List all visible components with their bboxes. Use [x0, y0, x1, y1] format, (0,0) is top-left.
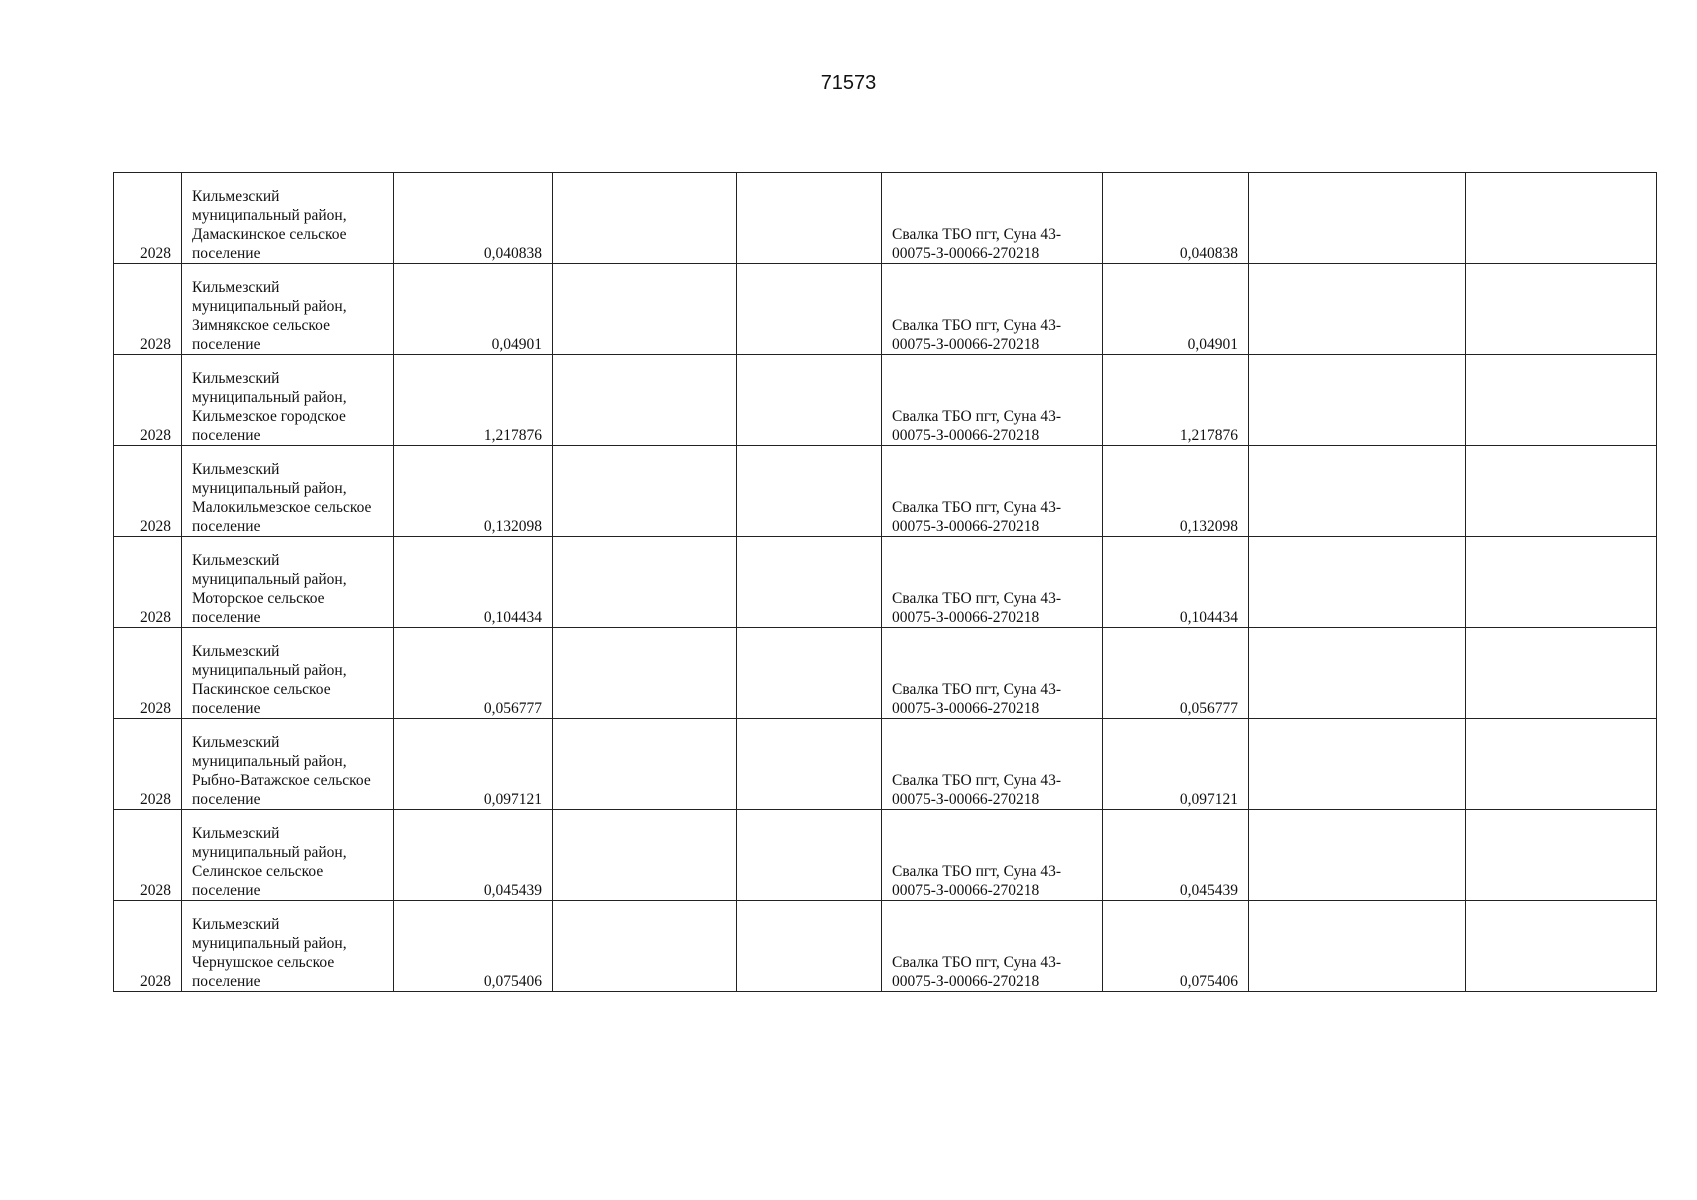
empty-cell — [553, 628, 737, 719]
year-cell: 2028 — [114, 264, 182, 355]
year-cell: 2028 — [114, 901, 182, 992]
object-cell — [882, 264, 1103, 355]
empty-cell — [1249, 719, 1466, 810]
territory-cell — [182, 901, 394, 992]
mass-cell: 0,045439 — [1103, 810, 1249, 901]
empty-cell — [1249, 173, 1466, 264]
data-table — [113, 172, 1657, 992]
empty-cell — [737, 173, 882, 264]
object-text: Свалка ТБО пгт, Суна 43- 00075-З-00066-270218 — [892, 681, 1062, 717]
table-row — [114, 628, 1657, 719]
object-text: Свалка ТБО пгт, Суна 43- 00075-З-00066-270218 — [892, 954, 1062, 990]
year-cell: 2028 — [114, 810, 182, 901]
year-cell: 2028 — [114, 446, 182, 537]
territory-text: Кильмезский муниципальный район, Дамаскинское сельское поселение — [192, 188, 347, 262]
mass-cell: 0,056777 — [1103, 628, 1249, 719]
object-cell — [882, 537, 1103, 628]
empty-cell — [1249, 446, 1466, 537]
table-row — [114, 719, 1657, 810]
territory-cell — [182, 173, 394, 264]
empty-cell — [1249, 264, 1466, 355]
object-cell — [882, 719, 1103, 810]
territory-cell — [182, 264, 394, 355]
territory-text: Кильмезский муниципальный район, Малокильмезское сельское поселение — [192, 461, 372, 535]
empty-cell — [1466, 537, 1657, 628]
empty-cell — [1466, 264, 1657, 355]
empty-cell — [1249, 628, 1466, 719]
territory-cell — [182, 446, 394, 537]
empty-cell — [1249, 537, 1466, 628]
empty-cell — [553, 719, 737, 810]
mass-cell: 0,040838 — [1103, 173, 1249, 264]
mass-cell: 0,04901 — [1103, 264, 1249, 355]
year-cell: 2028 — [114, 628, 182, 719]
table-row — [114, 355, 1657, 446]
territory-text: Кильмезский муниципальный район, Рыбно-Ватажское сельское поселение — [192, 734, 371, 808]
empty-cell — [1466, 719, 1657, 810]
territory-cell — [182, 628, 394, 719]
empty-cell — [1249, 355, 1466, 446]
table-row — [114, 264, 1657, 355]
volume-cell: 0,045439 — [394, 810, 553, 901]
empty-cell — [1466, 810, 1657, 901]
table-row — [114, 173, 1657, 264]
empty-cell — [1249, 810, 1466, 901]
object-text: Свалка ТБО пгт, Суна 43- 00075-З-00066-270218 — [892, 590, 1062, 626]
year-cell: 2028 — [114, 719, 182, 810]
object-text: Свалка ТБО пгт, Суна 43- 00075-З-00066-270218 — [892, 408, 1062, 444]
object-cell — [882, 901, 1103, 992]
mass-cell: 0,075406 — [1103, 901, 1249, 992]
empty-cell — [737, 264, 882, 355]
mass-cell: 1,217876 — [1103, 355, 1249, 446]
empty-cell — [1466, 173, 1657, 264]
empty-cell — [737, 901, 882, 992]
volume-cell: 0,040838 — [394, 173, 553, 264]
object-text: Свалка ТБО пгт, Суна 43- 00075-З-00066-270218 — [892, 226, 1062, 262]
territory-text: Кильмезский муниципальный район, Селинское сельское поселение — [192, 825, 347, 899]
volume-cell: 0,056777 — [394, 628, 553, 719]
mass-cell: 0,097121 — [1103, 719, 1249, 810]
empty-cell — [553, 537, 737, 628]
table-row — [114, 537, 1657, 628]
volume-cell: 1,217876 — [394, 355, 553, 446]
volume-cell: 0,04901 — [394, 264, 553, 355]
page-number: 71573 — [820, 72, 877, 94]
empty-cell — [737, 355, 882, 446]
territory-cell — [182, 355, 394, 446]
territory-text: Кильмезский муниципальный район, Зимнякское сельское поселение — [192, 279, 347, 353]
empty-cell — [553, 173, 737, 264]
table-row — [114, 446, 1657, 537]
object-cell — [882, 810, 1103, 901]
empty-cell — [553, 355, 737, 446]
object-cell — [882, 446, 1103, 537]
empty-cell — [1466, 446, 1657, 537]
empty-cell — [553, 901, 737, 992]
territory-text: Кильмезский муниципальный район, Чернушское сельское поселение — [192, 916, 347, 990]
volume-cell: 0,097121 — [394, 719, 553, 810]
territory-cell — [182, 719, 394, 810]
object-text: Свалка ТБО пгт, Суна 43- 00075-З-00066-270218 — [892, 863, 1062, 899]
volume-cell: 0,075406 — [394, 901, 553, 992]
table-row — [114, 810, 1657, 901]
empty-cell — [1466, 901, 1657, 992]
mass-cell: 0,104434 — [1103, 537, 1249, 628]
empty-cell — [553, 810, 737, 901]
empty-cell — [553, 264, 737, 355]
empty-cell — [553, 446, 737, 537]
year-cell: 2028 — [114, 537, 182, 628]
territory-text: Кильмезский муниципальный район, Кильмезское городское поселение — [192, 370, 347, 444]
year-cell: 2028 — [114, 355, 182, 446]
object-text: Свалка ТБО пгт, Суна 43- 00075-З-00066-270218 — [892, 317, 1062, 353]
territory-text: Кильмезский муниципальный район, Паскинское сельское поселение — [192, 643, 347, 717]
empty-cell — [737, 446, 882, 537]
object-cell — [882, 355, 1103, 446]
mass-cell: 0,132098 — [1103, 446, 1249, 537]
volume-cell: 0,132098 — [394, 446, 553, 537]
empty-cell — [737, 628, 882, 719]
empty-cell — [1466, 628, 1657, 719]
territory-cell — [182, 537, 394, 628]
object-cell — [882, 628, 1103, 719]
year-cell: 2028 — [114, 173, 182, 264]
object-text: Свалка ТБО пгт, Суна 43- 00075-З-00066-270218 — [892, 499, 1062, 535]
object-text: Свалка ТБО пгт, Суна 43- 00075-З-00066-270218 — [892, 772, 1062, 808]
object-cell — [882, 173, 1103, 264]
empty-cell — [1466, 355, 1657, 446]
table-row — [114, 901, 1657, 992]
empty-cell — [1249, 901, 1466, 992]
empty-cell — [737, 537, 882, 628]
territory-cell — [182, 810, 394, 901]
empty-cell — [737, 719, 882, 810]
territory-text: Кильмезский муниципальный район, Моторское сельское поселение — [192, 552, 347, 626]
volume-cell: 0,104434 — [394, 537, 553, 628]
empty-cell — [737, 810, 882, 901]
